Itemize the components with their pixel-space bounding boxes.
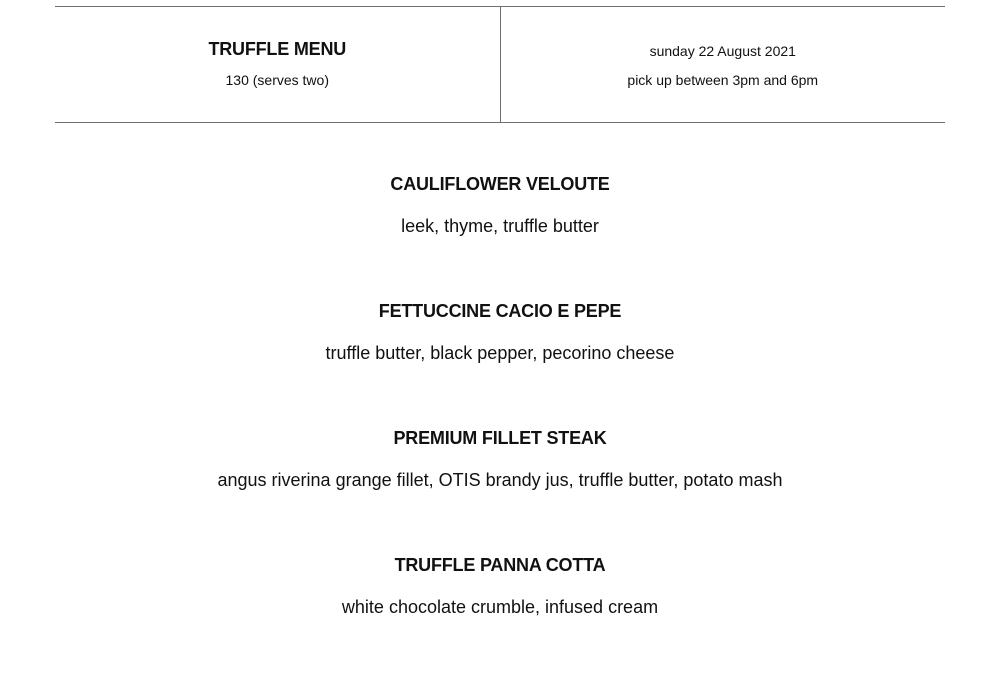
course-name: TRUFFLE PANNA COTTA	[394, 555, 606, 575]
menu-title: TRUFFLE MENU	[208, 39, 347, 59]
course-description: leek, thyme, truffle butter	[401, 216, 599, 236]
course-item	[0, 427, 1000, 491]
menu-header	[55, 6, 945, 123]
course-name: FETTUCCINE CACIO E PEPE	[378, 301, 622, 321]
menu-info-cell	[55, 7, 501, 122]
course-item	[0, 300, 1000, 364]
course-name: CAULIFLOWER VELOUTE	[390, 174, 610, 194]
pickup-time: pick up between 3pm and 6pm	[627, 72, 819, 88]
course-description: angus riverina grange fillet, OTIS brandy jus, truffle butter, potato mash	[217, 470, 783, 490]
course-name: PREMIUM FILLET STEAK	[393, 428, 607, 448]
course-description: white chocolate crumble, infused cream	[341, 597, 659, 617]
menu-date: sunday 22 August 2021	[649, 43, 796, 59]
menu-price: 130 (serves two)	[225, 72, 329, 88]
pickup-info-cell	[501, 7, 946, 122]
course-item	[0, 173, 1000, 237]
course-item	[0, 554, 1000, 618]
course-description: truffle butter, black pepper, pecorino cheese	[325, 343, 675, 363]
